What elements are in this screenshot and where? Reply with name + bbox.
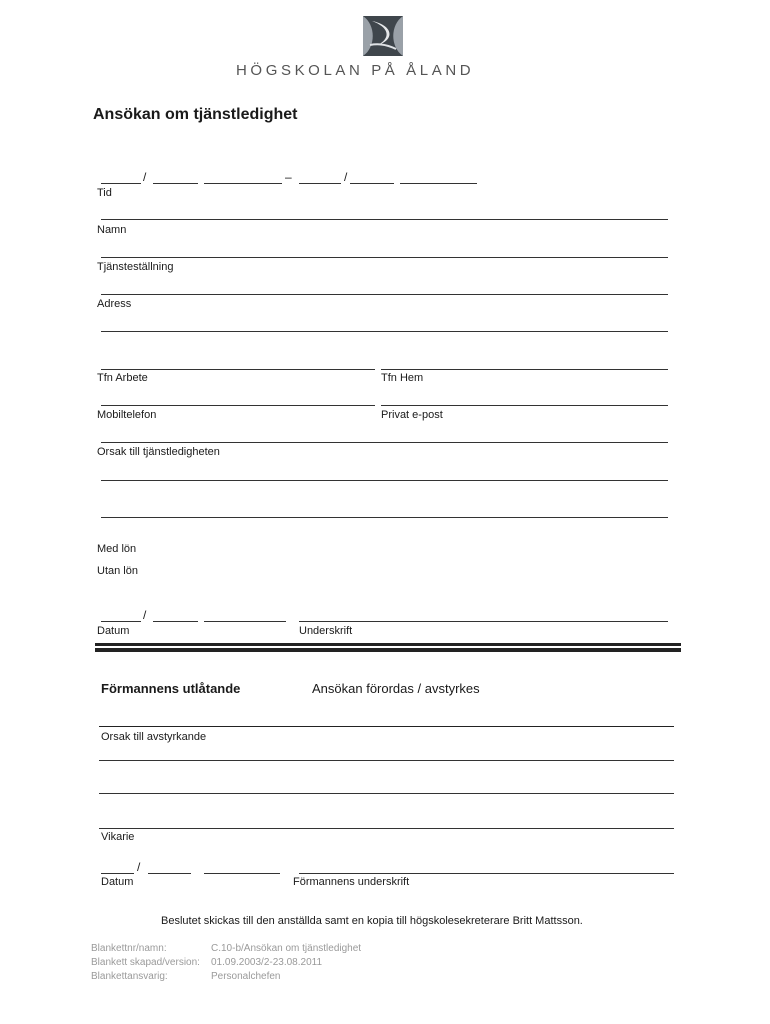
institution-name: HÖGSKOLAN PÅ ÅLAND — [236, 62, 475, 79]
substitute-line[interactable] — [99, 828, 674, 829]
phone-home-line[interactable] — [381, 369, 668, 370]
private-email-label: Privat e-post — [381, 409, 443, 421]
signature-label: Underskrift — [299, 625, 353, 637]
phone-home-label: Tfn Hem — [381, 372, 424, 384]
address-line-1[interactable] — [101, 294, 668, 295]
substitute-label: Vikarie — [101, 831, 135, 843]
position-line[interactable] — [101, 257, 668, 258]
time-start-day-line[interactable] — [101, 183, 141, 184]
reason-label: Orsak till tjänstledigheten — [97, 446, 220, 458]
date-day-line[interactable] — [101, 621, 141, 622]
supervisor-signature-line[interactable] — [299, 873, 674, 874]
reason-line-1[interactable] — [101, 442, 668, 443]
date-year-line[interactable] — [204, 621, 286, 622]
decision-notice: Beslutet skickas till den anställda samt en kopia till högskolesekreterare Britt Mattsson. — [161, 915, 583, 927]
footer-form-id-key: Blankettnr/namn: — [91, 943, 167, 954]
supervisor-recommendation-line[interactable] — [99, 726, 674, 727]
supervisor-date-label: Datum — [101, 876, 134, 888]
address-label: Adress — [97, 298, 132, 310]
supervisor-date-slash: / — [137, 860, 141, 874]
mobile-line[interactable] — [101, 405, 375, 406]
supervisor-date-day-line[interactable] — [101, 873, 134, 874]
phone-work-label: Tfn Arbete — [97, 372, 148, 384]
supervisor-reason-label: Orsak till avstyrkande — [101, 731, 207, 743]
time-slash-1: / — [143, 170, 147, 184]
supervisor-reason-line-2[interactable] — [99, 793, 674, 794]
name-label: Namn — [97, 224, 127, 236]
reason-line-3[interactable] — [101, 517, 668, 518]
reason-line-2[interactable] — [101, 480, 668, 481]
section-divider — [95, 643, 681, 652]
without-pay-option[interactable]: Utan lön — [97, 565, 138, 577]
supervisor-reason-line-1[interactable] — [99, 760, 674, 761]
recommendation-text[interactable]: Ansökan förordas / avstyrkes — [312, 681, 480, 696]
time-end-year-line[interactable] — [400, 183, 477, 184]
time-start-year-line[interactable] — [204, 183, 282, 184]
time-end-day-line[interactable] — [299, 183, 341, 184]
supervisor-signature-label: Förmannens underskrift — [293, 876, 410, 888]
supervisor-heading: Förmannens utlåtande — [101, 681, 241, 696]
supervisor-date-year-line[interactable] — [204, 873, 280, 874]
address-line-2[interactable] — [101, 331, 668, 332]
date-label: Datum — [97, 625, 130, 637]
position-label: Tjänsteställning — [97, 261, 174, 273]
phone-work-line[interactable] — [101, 369, 375, 370]
private-email-line[interactable] — [381, 405, 668, 406]
time-dash: – — [285, 170, 292, 184]
footer-form-id-value: C.10-b/Ansökan om tjänstledighet — [211, 943, 362, 954]
footer-version-key: Blankett skapad/version: — [91, 957, 200, 968]
footer-owner-value: Personalchefen — [211, 971, 281, 982]
time-end-month-line[interactable] — [350, 183, 394, 184]
signature-line[interactable] — [299, 621, 668, 622]
mobile-label: Mobiltelefon — [97, 409, 157, 421]
time-label: Tid — [97, 187, 112, 199]
supervisor-date-month-line[interactable] — [148, 873, 191, 874]
logo-emblem-icon — [362, 15, 404, 57]
with-pay-option[interactable]: Med lön — [97, 543, 137, 555]
date-month-line[interactable] — [153, 621, 198, 622]
footer-version-value: 01.09.2003/2-23.08.2011 — [211, 957, 323, 968]
time-slash-2: / — [344, 170, 348, 184]
name-line[interactable] — [101, 219, 668, 220]
form-title: Ansökan om tjänstledighet — [93, 106, 298, 123]
date-slash: / — [143, 608, 147, 622]
footer-owner-key: Blankettansvarig: — [91, 971, 168, 982]
logo — [362, 15, 404, 57]
time-start-month-line[interactable] — [153, 183, 198, 184]
